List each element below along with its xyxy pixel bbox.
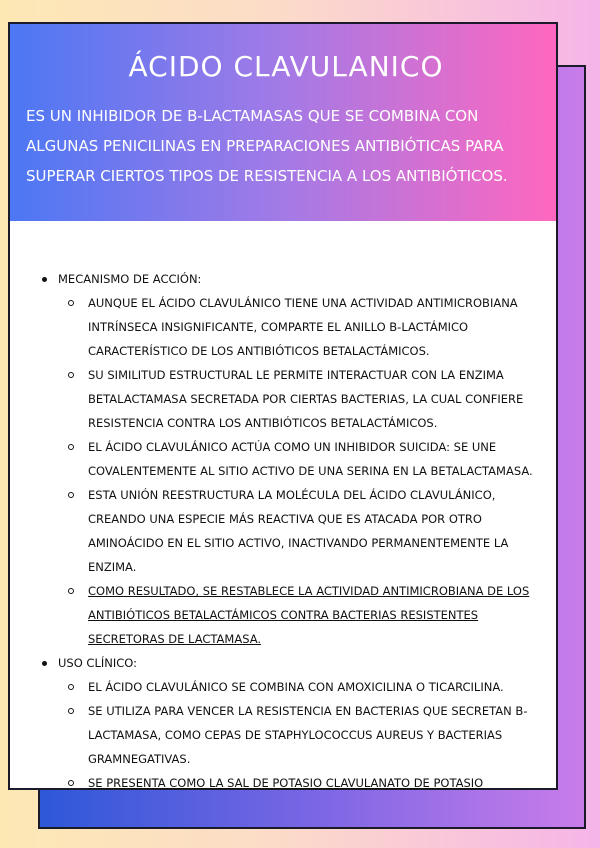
section-label: USO CLÍNICO: [58,656,138,670]
list-item: AUNQUE EL ÁCIDO CLAVULÁNICO TIENE UNA ACTIVIDAD ANTIMICROBIANA INTRÍNSECA INSIGNIFICANTE, COMPARTE EL ANILLO B-LACTÁMICO CARACTERÍSTICO DE LOS ANTIBIÓTICOS BETALACTÁMICOS. [58,291,542,363]
list-item: EL ÁCIDO CLAVULÁNICO SE COMBINA CON AMOXICILINA O TICARCILINA. [58,675,542,699]
content-body [10,221,556,795]
list-item: SU SIMILITUD ESTRUCTURAL LE PERMITE INTERACTUAR CON LA ENZIMA BETALACTAMASA SECRETADA POR CIERTAS BACTERIAS, LA CUAL CONFIERE RESISTENCIA CONTRA LOS ANTIBIÓTICOS BETALACTÁMICOS. [58,363,542,435]
section-list [32,267,542,795]
section-label: MECANISMO DE ACCIÓN: [58,272,202,286]
clinical-use-list [58,675,542,795]
list-item: ESTA UNIÓN REESTRUCTURA LA MOLÉCULA DEL ÁCIDO CLAVULÁNICO, CREANDO UNA ESPECIE MÁS REACTIVA QUE ES ATACADA POR OTRO AMINOÁCIDO EN EL SITIO ACTIVO, INACTIVANDO PERMANENTEMENTE LA ENZIMA. [58,483,542,579]
page-title: ÁCIDO CLAVULANICO [128,50,444,83]
document-card [8,22,558,790]
section-mechanism [32,267,542,651]
list-item: COMO RESULTADO, SE RESTABLECE LA ACTIVIDAD ANTIMICROBIANA DE LOS ANTIBIÓTICOS BETALACTÁMICOS CONTRA BACTERIAS RESISTENTES SECRETORAS DE LACTAMASA. [58,579,542,651]
list-item: EL ÁCIDO CLAVULÁNICO ACTÚA COMO UN INHIBIDOR SUICIDA: SE UNE COVALENTEMENTE AL SITIO ACTIVO DE UNA SERINA EN LA BETALACTAMASA. [58,435,542,483]
intro-text: ES UN INHIBIDOR DE B-LACTAMASAS QUE SE COMBINA CON ALGUNAS PENICILINAS EN PREPARACIONES ANTIBIÓTICAS PARA SUPERAR CIERTOS TIPOS DE RESISTENCIA A LOS ANTIBIÓTICOS. [26,107,508,185]
list-item: SE PRESENTA COMO LA SAL DE POTASIO CLAVULANATO DE POTASIO [58,771,542,795]
mechanism-list [58,291,542,651]
header-banner [10,24,556,221]
section-clinical-use [32,651,542,795]
list-item: SE UTILIZA PARA VENCER LA RESISTENCIA EN BACTERIAS QUE SECRETAN B-LACTAMASA, COMO CEPAS DE STAPHYLOCOCCUS AUREUS Y BACTERIAS GRAMNEGATIVAS. [58,699,542,771]
